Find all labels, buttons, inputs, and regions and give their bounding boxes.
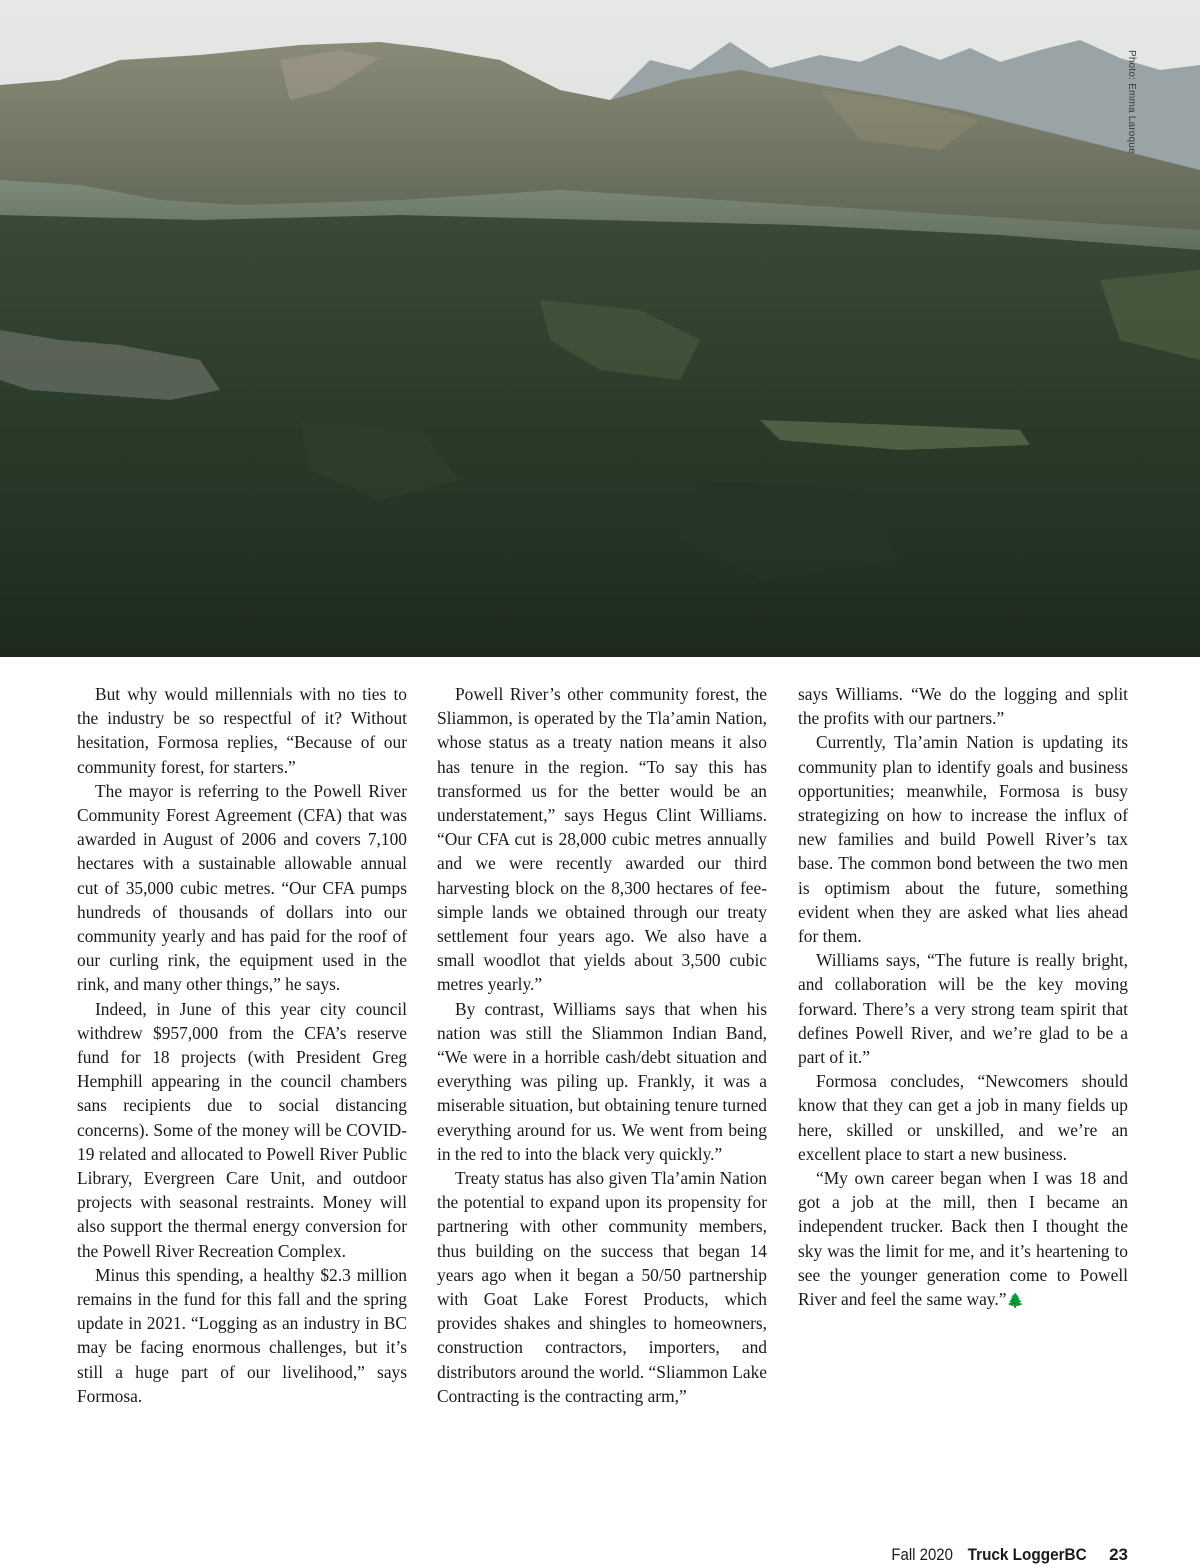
article-column-1 <box>77 682 407 1408</box>
paragraph: The mayor is referring to the Powell River Community Forest Agreement (CFA) that was awarded in August of 2006 and covers 7,100 hectares with a sustainable allowable annual cut of 35,000 cubic metres. “Our CFA pumps hundreds of thousands of dollars into our community yearly and has paid for the roof of our curling rink, the equipment used in the rink, and many other things,” he says. <box>77 780 407 995</box>
issue-label: Fall 2020 <box>891 1545 953 1564</box>
paragraph: Minus this spending, a healthy $2.3 million remains in the fund for this fall and the spring update in 2021. “Logging as an industry in BC may be facing enormous challenges, but it’s still a huge part of our livelihood,” says Formosa. <box>77 1264 407 1406</box>
landscape-photo <box>0 0 1200 657</box>
paragraph: Formosa concludes, “Newcomers should know that they can get a job in many fields up here, skilled or unskilled, and we’re an excellent place to start a new business. <box>798 1071 1128 1164</box>
magazine-title: Truck LoggerBC <box>967 1545 1087 1564</box>
paragraph: Currently, Tla’amin Nation is updating its community plan to identify goals and business opportunities; meanwhile, Formosa is busy strategizing on how to increase the influx of new families and build Powell River’s tax base. The common bond between the two men is optimism about the future, something evident when they are asked what lies ahead for them. <box>798 732 1128 947</box>
paragraph: Indeed, in June of this year city council withdrew $957,000 from the CFA’s reserve fund for 18 projects (with President Greg Hemphill appearing in the council chambers sans recipients due to social distancing concerns). Some of the money will be COVID-19 related and allocated to Powell River Public Library, Evergreen Care Unit, and outdoor projects with seasonal restraints. Money will also support the thermal energy conversion for the Powell River Recreation Complex. <box>77 998 407 1261</box>
article-column-3 <box>798 682 1128 1313</box>
page-number: 23 <box>1109 1545 1128 1564</box>
photo-credit: Photo: Emma Laroque <box>1126 50 1137 154</box>
paragraph: Treaty status has also given Tla’amin Nation the potential to expand upon its propensity for partnering with other community members, thus building on the success that began 14 years ago when it began a 50/50 partnership with Goat Lake Forest Products, which provides shakes and shingles to homeowners, construction contractors, importers, and distributors around the world. “Sliammon Lake Contracting is the contracting arm,” <box>437 1168 767 1406</box>
paragraph: By contrast, Williams says that when his nation was still the Sliammon Indian Band, “We were in a horrible cash/debt situation and everything was piling up. Frankly, it was a miserable situation, but obtaining tenure turned everything around for us. We went from being in the red to into the black very quickly.” <box>437 998 767 1164</box>
paragraph: Williams says, “The future is really bright, and collaboration will be the key moving forward. There’s a very strong team spirit that defines Powell River, and we’re glad to be a part of it.” <box>798 950 1128 1068</box>
paragraph-text: “My own career began when I was 18 and got a job at the mill, then I became an independent trucker. Back then I thought the sky was the limit for me, and it’s heartening to see the younger generation come to Powell River and feel the same way.” <box>798 1168 1128 1310</box>
tree-end-icon: 🌲 <box>1006 1293 1024 1310</box>
paragraph-final <box>798 1166 1128 1313</box>
paragraph: But why would millennials with no ties to the industry be so respectful of it? Without hesitation, Formosa replies, “Because of our community forest, for starters.” <box>77 684 407 777</box>
article-column-2 <box>437 682 767 1408</box>
page-footer <box>883 1545 1128 1565</box>
paragraph-continuation: says Williams. “We do the logging and split the profits with our partners.” <box>798 684 1128 729</box>
paragraph: Powell River’s other community forest, the Sliammon, is operated by the Tla’amin Nation, whose status as a treaty nation means it also has tenure in the region. “To say this has transformed us for the better would be an understatement,” says Hegus Clint Williams. “Our CFA cut is 28,000 cubic metres annually and we were recently awarded our third harvesting block on the 8,300 hectares of fee-simple lands we obtained through our treaty settlement four years ago. We also have a small woodlot that yields about 3,500 cubic metres yearly.” <box>437 684 767 995</box>
